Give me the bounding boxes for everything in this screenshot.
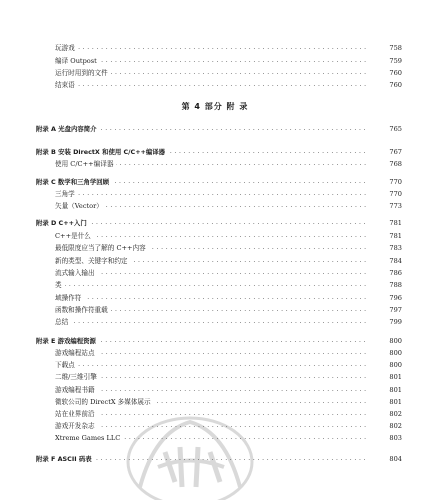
library-seal-watermark [120,392,255,500]
appendix-page-number: 804 [389,455,402,463]
toc-entry [0,56,430,66]
toc-entry [0,293,430,303]
entry-page-number: 783 [389,244,402,252]
toc-entry [0,280,430,290]
toc-entry [0,80,430,90]
entry-label: C++是什么 [55,232,94,240]
toc-entry [0,231,430,241]
entry-page-number: 802 [389,410,402,418]
entry-label: 游戏开发杂志 [55,422,98,430]
appendix-heading [0,177,430,187]
toc-entry [0,256,430,266]
appendix-page-number: 767 [389,148,402,156]
entry-page-number: 797 [389,306,402,314]
appendix-page-number: 781 [389,219,402,227]
toc-entry [0,43,430,53]
toc-entry [0,348,430,358]
entry-label: 域操作符 [55,294,84,302]
appendix-title: 附录 F ASCII 码表 [36,455,95,463]
appendix-heading [0,336,430,346]
toc-entry [0,189,430,199]
entry-page-number: 800 [389,361,402,369]
entry-page-number: 786 [389,269,402,277]
entry-page-number: 781 [389,232,402,240]
entry-label: 二维/三维引擎 [55,373,100,381]
entry-label: 使用 C/C++编译器 [55,160,116,168]
entry-page-number: 760 [389,69,402,77]
entry-label: 矢量（Vector） [55,202,106,210]
entry-page-number: 770 [389,190,402,198]
entry-page-number: 758 [389,44,402,52]
entry-label: 微软公司的 DirectX 多媒体展示 [55,398,154,406]
entry-label: Xtreme Games LLC [55,434,123,442]
entry-label: 三角学 [55,190,78,198]
entry-label: 编译 Outpost [55,57,100,65]
appendix-title: 附录 C 数学和三角学回顾 [36,178,112,186]
entry-label: 游戏编程站点 [55,349,98,357]
entry-label: 类 [55,281,65,289]
appendix-page-number: 770 [389,178,402,186]
appendix-title: 附录 A 光盘内容简介 [36,125,100,133]
entry-label: 新的类型、关键字和约定 [55,257,131,265]
toc-entry [0,305,430,315]
toc-entry [0,68,430,78]
entry-label: 最低限度应当了解的 C++内容 [55,244,149,252]
entry-page-number: 801 [389,398,402,406]
entry-page-number: 801 [389,386,402,394]
entry-label: 游戏编程书籍 [55,386,98,394]
entry-page-number: 784 [389,257,402,265]
toc-entry [0,372,430,382]
appendix-heading [0,124,430,134]
entry-page-number: 796 [389,294,402,302]
toc-entry [0,268,430,278]
entry-page-number: 760 [389,81,402,89]
entry-page-number: 773 [389,202,402,210]
entry-page-number: 788 [389,281,402,289]
entry-page-number: 801 [389,373,402,381]
entry-label: 玩游戏 [55,44,78,52]
entry-label: 函数和操作符重载 [55,306,111,314]
toc-entry [0,360,430,370]
entry-page-number: 803 [389,434,402,442]
toc-entry [0,201,430,211]
entry-page-number: 759 [389,57,402,65]
appendix-heading [0,218,430,228]
entry-page-number: 799 [389,318,402,326]
entry-page-number: 768 [389,160,402,168]
toc-entry [0,159,430,169]
entry-page-number: 802 [389,422,402,430]
part-title: 第 4 部分 附 录 [181,102,249,111]
entry-label: 流式输入输出 [55,269,98,277]
toc-entry [0,317,430,327]
entry-page-number: 800 [389,349,402,357]
toc-entry [0,243,430,253]
appendix-heading [0,147,430,157]
entry-label: 结束语 [55,81,78,89]
entry-label: 站在业界前沿 [55,410,98,418]
appendix-title: 附录 D C++入门 [36,219,90,227]
entry-label: 下载点 [55,361,78,369]
appendix-page-number: 800 [389,337,402,345]
appendix-title: 附录 E 游戏编程资源 [36,337,99,345]
entry-label: 总结 [55,318,71,326]
appendix-title: 附录 B 安装 DirectX 和使用 C/C++编译器 [36,148,168,156]
appendix-page-number: 765 [389,125,402,133]
entry-label: 运行时用到的文件 [55,69,111,77]
